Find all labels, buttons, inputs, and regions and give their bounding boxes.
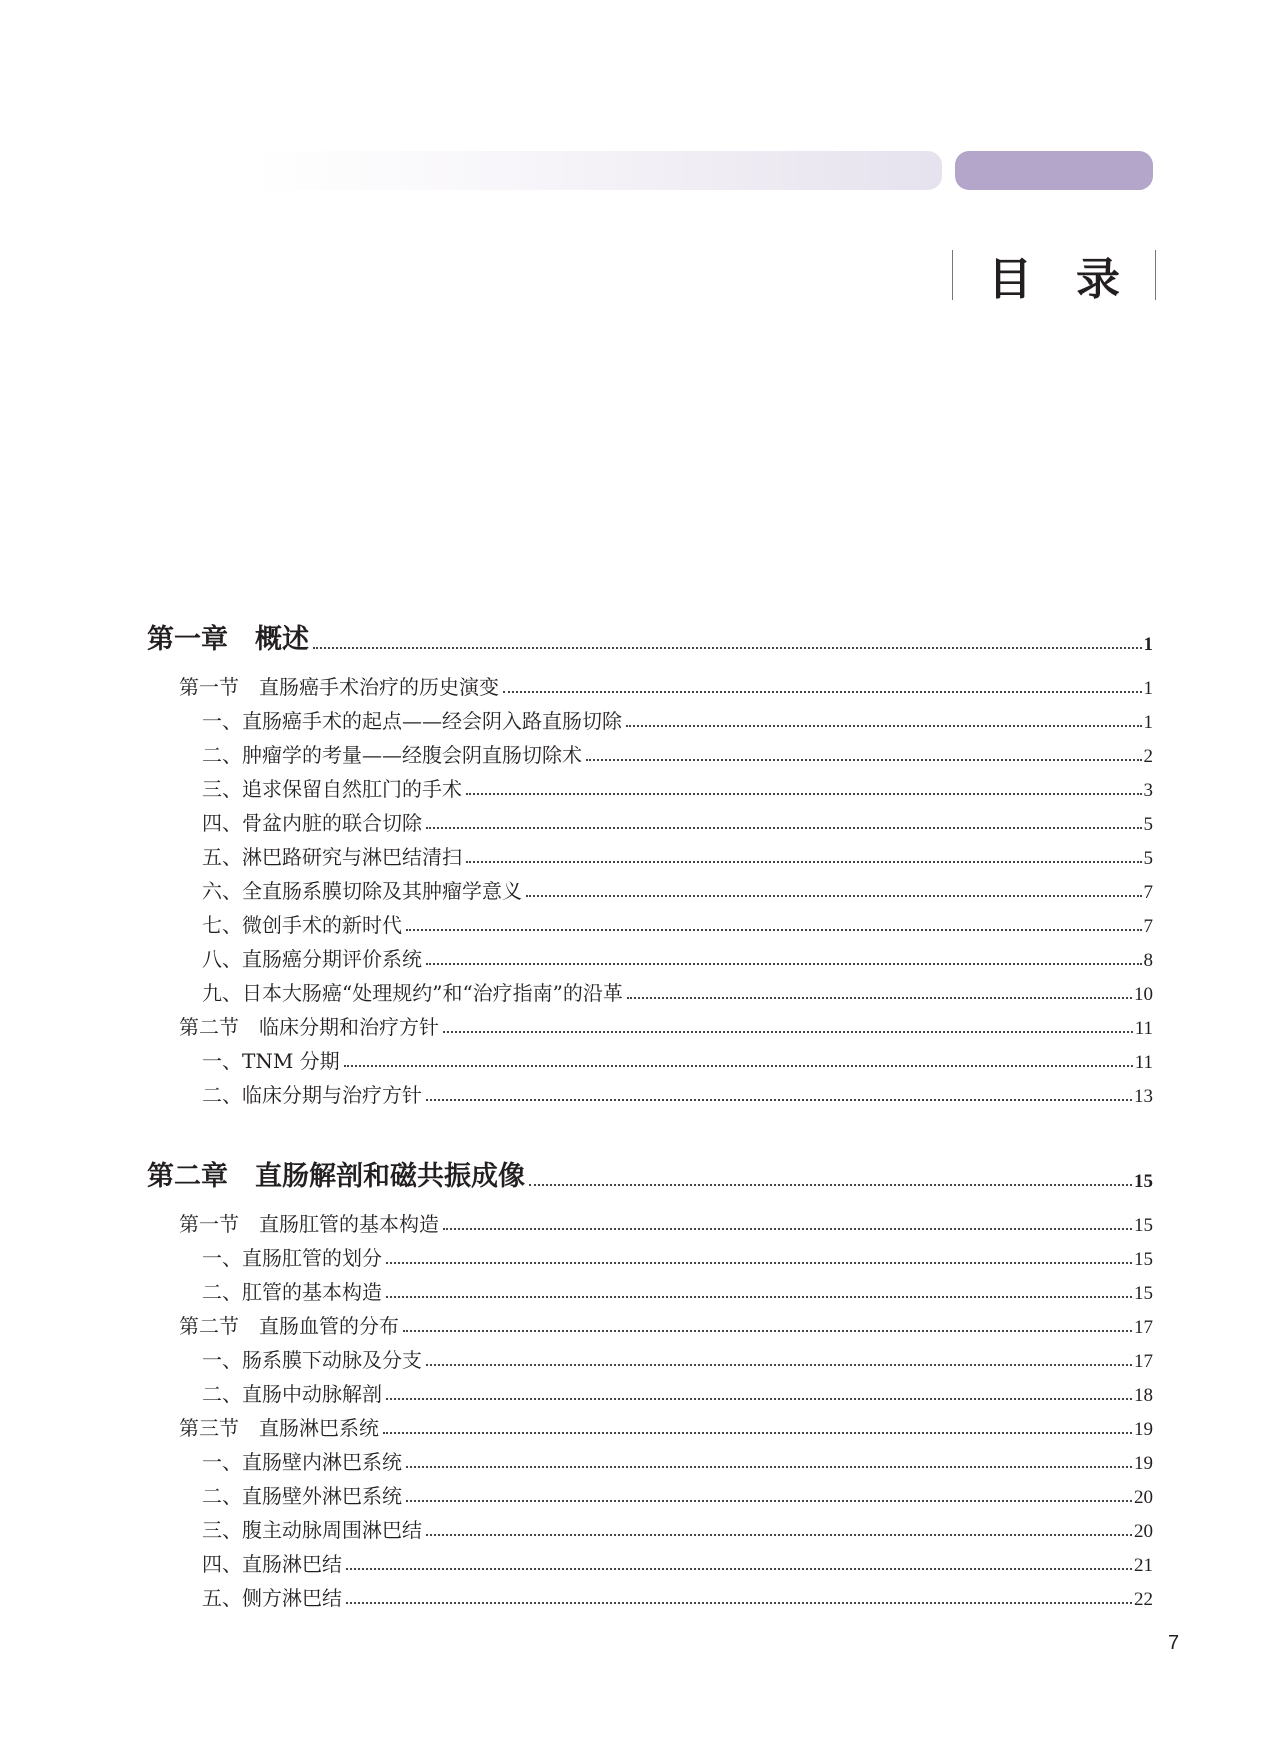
toc-item-entry[interactable]	[147, 870, 1153, 904]
dot-leader	[426, 1534, 1132, 1536]
toc-entry-page: 8	[1143, 950, 1153, 971]
toc-entry-title: 三、追求保留自然肛门的手术	[202, 777, 462, 801]
dot-leader	[443, 1031, 1133, 1033]
toc-entry-page: 3	[1143, 780, 1153, 801]
dot-leader	[386, 1262, 1132, 1264]
toc-section-entry[interactable]	[147, 1203, 1153, 1237]
toc-entry-title: 第二节 直肠血管的分布	[179, 1314, 399, 1338]
dot-leader	[426, 1364, 1132, 1366]
toc-entry-title: 第三节 直肠淋巴系统	[179, 1416, 379, 1440]
toc-entry-page: 19	[1134, 1419, 1153, 1440]
dot-leader	[344, 1065, 1133, 1067]
toc-item-entry[interactable]	[147, 1074, 1153, 1108]
toc-chapter-entry[interactable]	[147, 618, 1153, 656]
toc-entry-page: 1	[1143, 678, 1153, 699]
toc-item-entry[interactable]	[147, 734, 1153, 768]
dot-leader	[466, 793, 1142, 795]
toc-entry-page: 20	[1134, 1521, 1153, 1542]
toc-entry-title: 二、临床分期与治疗方针	[202, 1083, 422, 1107]
dot-leader	[386, 1398, 1132, 1400]
dot-leader	[386, 1296, 1132, 1298]
dot-leader	[626, 725, 1142, 727]
toc-entry-title: 九、日本大肠癌“处理规约”和“治疗指南”的沿革	[202, 981, 623, 1005]
toc-section-entry[interactable]	[147, 1305, 1153, 1339]
toc-entry-page: 2	[1143, 746, 1153, 767]
toc-entry-page: 1	[1143, 634, 1153, 655]
toc-entry-page: 17	[1134, 1351, 1153, 1372]
toc-entry-page: 11	[1134, 1018, 1153, 1039]
header-gradient-bar	[252, 151, 942, 190]
toc-entry-page: 20	[1134, 1487, 1153, 1508]
dot-leader	[426, 1099, 1132, 1101]
toc-entry-title: 一、肠系膜下动脉及分支	[202, 1348, 422, 1372]
toc-item-entry[interactable]	[147, 1441, 1153, 1475]
toc-item-entry[interactable]	[147, 1577, 1153, 1611]
toc-item-entry[interactable]	[147, 1237, 1153, 1271]
toc-entry-title: 八、直肠癌分期评价系统	[202, 947, 422, 971]
page-number: 7	[1168, 1632, 1180, 1654]
toc-entry-title: 第一节 直肠癌手术治疗的历史演变	[179, 675, 499, 699]
toc-item-entry[interactable]	[147, 802, 1153, 836]
toc-item-entry[interactable]	[147, 904, 1153, 938]
toc-item-entry[interactable]	[147, 768, 1153, 802]
toc-entry-page: 1	[1143, 712, 1153, 733]
toc-entry-title: 五、淋巴路研究与淋巴结清扫	[202, 845, 462, 869]
dot-leader	[627, 997, 1132, 999]
toc-item-entry[interactable]	[147, 1475, 1153, 1509]
toc-entry-title: 第一节 直肠肛管的基本构造	[179, 1212, 439, 1236]
toc-entry-page: 21	[1134, 1555, 1153, 1576]
toc-entry-page: 17	[1134, 1317, 1153, 1338]
toc-entry-title: 六、全直肠系膜切除及其肿瘤学意义	[202, 879, 522, 903]
toc-entry-page: 19	[1134, 1453, 1153, 1474]
toc-entry-page: 15	[1134, 1215, 1153, 1236]
dot-leader	[529, 1184, 1132, 1186]
dot-leader	[466, 861, 1142, 863]
dot-leader	[346, 1602, 1132, 1604]
page-title	[952, 250, 1156, 305]
toc-section-entry[interactable]	[147, 666, 1153, 700]
toc-entry-page: 11	[1134, 1052, 1153, 1073]
toc-entry-title: 第一章 概述	[147, 624, 309, 655]
dot-leader	[503, 691, 1142, 693]
dot-leader	[526, 895, 1142, 897]
dot-leader	[383, 1432, 1132, 1434]
toc-entry-title: 一、直肠壁内淋巴系统	[202, 1450, 402, 1474]
dot-leader	[313, 647, 1142, 649]
toc-section-entry[interactable]	[147, 1006, 1153, 1040]
dot-leader	[346, 1568, 1132, 1570]
dot-leader	[406, 1500, 1132, 1502]
toc-entry-title: 二、肛管的基本构造	[202, 1280, 382, 1304]
toc-entry-title: 二、直肠壁外淋巴系统	[202, 1484, 402, 1508]
toc-entry-title: 第二章 直肠解剖和磁共振成像	[147, 1161, 525, 1192]
toc-entry-page: 15	[1134, 1249, 1153, 1270]
toc-entry-page: 7	[1143, 882, 1153, 903]
toc-entry-page: 5	[1143, 848, 1153, 869]
dot-leader	[586, 759, 1142, 761]
toc-chapter-entry[interactable]	[147, 1155, 1153, 1193]
toc-entry-title: 三、腹主动脉周围淋巴结	[202, 1518, 422, 1542]
toc-entry-title: 四、骨盆内脏的联合切除	[202, 811, 422, 835]
toc-entry-title: 一、直肠肛管的划分	[202, 1246, 382, 1270]
toc-item-entry[interactable]	[147, 836, 1153, 870]
toc-entry-title: 二、直肠中动脉解剖	[202, 1382, 382, 1406]
toc-entry-page: 5	[1143, 814, 1153, 835]
toc-item-entry[interactable]	[147, 1373, 1153, 1407]
toc-item-entry[interactable]	[147, 972, 1153, 1006]
toc-entry-page: 22	[1134, 1589, 1153, 1610]
toc-entry-page: 7	[1143, 916, 1153, 937]
page-title-text: 目 录	[988, 254, 1120, 305]
toc-entry-title: 四、直肠淋巴结	[202, 1552, 342, 1576]
toc-item-entry[interactable]	[147, 1339, 1153, 1373]
dot-leader	[426, 827, 1142, 829]
toc-section-entry[interactable]	[147, 1407, 1153, 1441]
toc-entry-page: 15	[1134, 1283, 1153, 1304]
toc-entry-page: 15	[1134, 1171, 1153, 1192]
dot-leader	[406, 1466, 1132, 1468]
toc-item-entry[interactable]	[147, 700, 1153, 734]
dot-leader	[443, 1228, 1132, 1230]
toc-entry-title: 一、TNM 分期	[202, 1049, 340, 1073]
dot-leader	[403, 1330, 1132, 1332]
toc-entry-page: 10	[1134, 984, 1153, 1005]
dot-leader	[426, 963, 1142, 965]
toc-item-entry[interactable]	[147, 1509, 1153, 1543]
toc-entry-title: 二、肿瘤学的考量——经腹会阴直肠切除术	[202, 743, 582, 767]
toc-item-entry[interactable]	[147, 1543, 1153, 1577]
dot-leader	[406, 929, 1142, 931]
header-accent-bar	[955, 151, 1153, 190]
toc-entry-page: 13	[1134, 1086, 1153, 1107]
table-of-contents	[147, 618, 1153, 1611]
toc-item-entry[interactable]	[147, 938, 1153, 972]
toc-entry-title: 七、微创手术的新时代	[202, 913, 402, 937]
toc-entry-title: 一、直肠癌手术的起点——经会阴入路直肠切除	[202, 709, 622, 733]
toc-item-entry[interactable]	[147, 1271, 1153, 1305]
toc-item-entry[interactable]	[147, 1040, 1153, 1074]
toc-entry-page: 18	[1134, 1385, 1153, 1406]
toc-entry-title: 五、侧方淋巴结	[202, 1586, 342, 1610]
toc-entry-title: 第二节 临床分期和治疗方针	[179, 1015, 439, 1039]
